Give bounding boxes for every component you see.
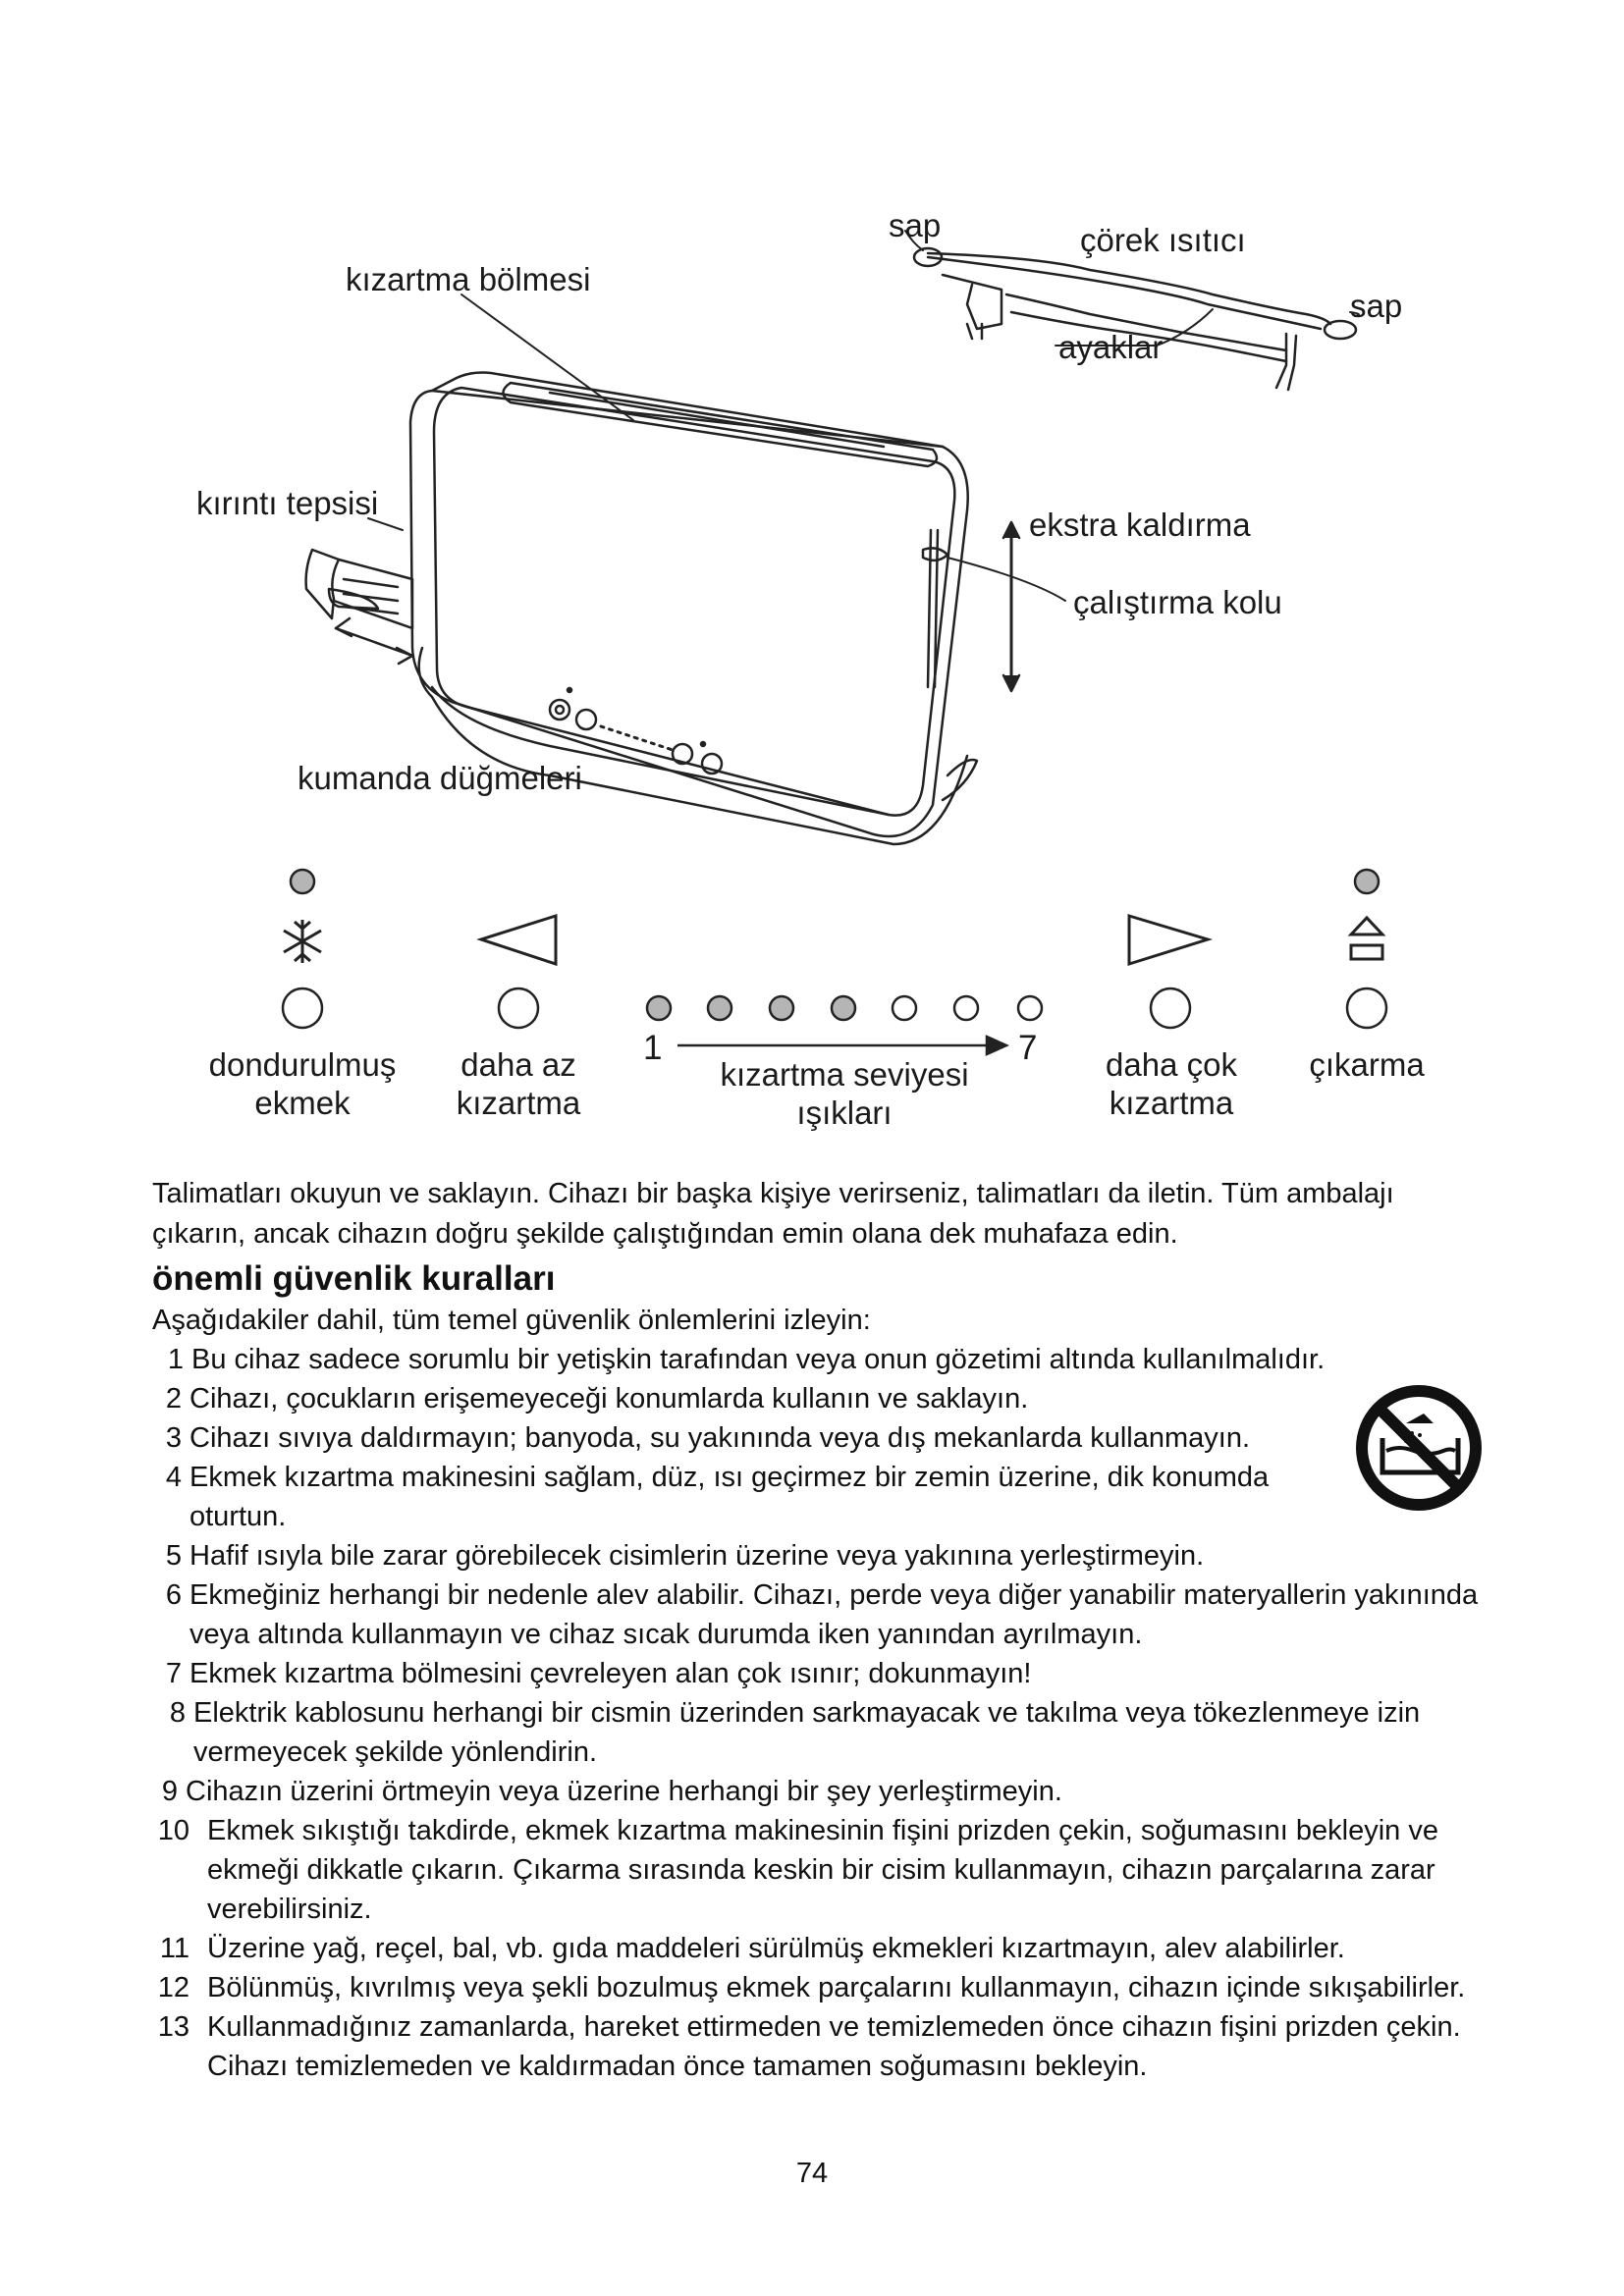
rule-number: 3 (165, 1422, 182, 1454)
eject-icon (1351, 918, 1382, 959)
rule-text: Kullanmadığınız zamanlarda, hareket ettirmeden ve temizlemeden önce cihazın fişini prizden çekin. Cihazı temizlemeden ve kaldırmadan önce tamamen soğumasını bekleyin. (207, 2011, 1461, 2082)
label-feet: ayaklar (1058, 329, 1164, 365)
less-arrow-icon (481, 916, 556, 964)
label-frozen-bread: dondurulmuş ekmek (208, 1046, 397, 1121)
snowflake-icon (284, 920, 321, 963)
rule-text: Cihazı, çocukların erişemeyeceği konumlarda kullanın ve saklayın. (189, 1383, 1029, 1415)
rule-text: Ekmek kızartma makinesini sağlam, düz, ısı geçirmez bir zemin üzerine, dik konumda oturtun. (189, 1462, 1270, 1532)
rule-number: 12 (157, 1972, 189, 2003)
safety-rules-list (152, 1340, 1488, 2086)
more-button (1151, 988, 1190, 1028)
intro-paragraph: Talimatları okuyun ve saklayın. Cihazı bir başka kişiye verirseniz, talimatları da iletin. Tüm ambalajı çıkarın, ancak cihazın doğru şekilde çalıştığından emin olana dek muhafaza edin. (152, 1178, 1394, 1250)
page-number: 74 (795, 2158, 829, 2189)
rule-number: 6 (165, 1579, 182, 1611)
frozen-button (283, 988, 322, 1028)
safety-rule (152, 1654, 1488, 1693)
rule-text: Ekmek kızartma bölmesini çevreleyen alan çok ısınır; dokunmayın! (189, 1658, 1032, 1689)
safety-rule (152, 1536, 1488, 1575)
rule-text: Hafif ısıyla bile zarar görebilecek cisimlerin üzerine veya yakınına yerleştirmeyin. (189, 1540, 1205, 1572)
label-crumb-tray: kırıntı tepsisi (196, 485, 379, 521)
rule-number: 5 (165, 1540, 182, 1572)
label-level-max: 7 (1018, 1029, 1038, 1067)
label-less-toast: daha az kızartma (456, 1046, 581, 1121)
rule-number: 4 (165, 1462, 182, 1493)
rule-text: Cihazı sıvıya daldırmayın; banyoda, su yakınında veya dış mekanlarda kullanmayın. (189, 1422, 1251, 1454)
rule-text: Ekmeğiniz herhangi bir nedenle alev alabilir. Cihazı, perde veya diğer yanabilir materyallerin yakınında veya altında kullanmayın ve cihaz sıcak durumda iken yanından ayrılmayın. (189, 1579, 1479, 1650)
safety-rule (152, 2007, 1488, 2086)
level-lights (647, 996, 1042, 1020)
rule-text: Bu cihaz sadece sorumlu bir yetişkin tarafından veya onun gözetimi altında kullanılmalıdır. (191, 1344, 1326, 1375)
safety-rule (152, 1575, 1488, 1654)
rule-number: 13 (157, 2011, 189, 2043)
safety-rule (152, 1929, 1488, 1968)
safety-lead: Aşağıdakiler dahil, tüm temel güvenlik önlemlerini izleyin: (152, 1305, 871, 1336)
rule-number: 10 (157, 1815, 189, 1846)
safety-rule (152, 1772, 1488, 1811)
label-control-buttons: kumanda düğmeleri (298, 760, 582, 796)
rule-text: Ekmek sıkıştığı takdirde, ekmek kızartma makinesinin fişini prizden çekin, soğumasını bekleyin ve ekmeği dikkatle çıkarın. Çıkarma sırasında keskin bir cisim kullanmayın, cihazın parçalarına zarar verebilirsiniz. (207, 1815, 1438, 1925)
label-level-lights: kızartma seviyesi ışıkları (720, 1056, 969, 1131)
safety-rule (152, 1458, 1488, 1536)
rule-text: Elektrik kablosunu herhangi bir cismin üzerinden sarkmayacak ve takılma veya tökezlenmeye izin vermeyecek şekilde yönlendirin. (193, 1697, 1421, 1768)
control-panel-legend (283, 870, 1386, 1054)
label-handle-left: sap (889, 207, 942, 243)
rule-number: 8 (169, 1697, 186, 1729)
eject-indicator-light (1355, 870, 1379, 893)
more-arrow-icon (1129, 916, 1208, 964)
label-toast-slot: kızartma bölmesi (346, 261, 591, 297)
label-more-toast: daha çok kızartma (1106, 1046, 1237, 1121)
rule-text: Bölünmüş, kıvrılmış veya şekli bozulmuş ekmek parçalarını kullanmayın, cihazın içinde sıkışabilirler. (207, 1972, 1466, 2003)
rule-number: 7 (165, 1658, 182, 1689)
safety-rule (152, 1693, 1488, 1772)
safety-rule (152, 1418, 1488, 1458)
safety-rule (152, 1968, 1488, 2007)
rule-text: Cihazın üzerini örtmeyin veya üzerine herhangi bir şey yerleştirmeyin. (186, 1776, 1062, 1807)
bun-warmer-illustration (914, 248, 1356, 390)
label-extra-lift: ekstra kaldırma (1029, 507, 1251, 543)
safety-rule (152, 1340, 1488, 1379)
safety-heading: önemli güvenlik kuralları (152, 1259, 556, 1298)
label-bun-warmer: çörek ısıtıcı (1080, 222, 1246, 258)
rule-number: 9 (161, 1776, 178, 1807)
eject-button (1347, 988, 1386, 1028)
safety-rule (152, 1379, 1488, 1418)
rule-text: Üzerine yağ, reçel, bal, vb. gıda maddeleri sürülmüş ekmekleri kızartmayın, alev alabilirler. (207, 1933, 1345, 1964)
safety-rule (152, 1811, 1488, 1929)
rule-number: 1 (167, 1344, 184, 1375)
label-handle-right: sap (1350, 288, 1403, 324)
less-button (499, 988, 538, 1028)
label-operating-lever: çalıştırma kolu (1073, 584, 1282, 620)
rule-number: 11 (159, 1933, 189, 1964)
frozen-indicator-light (291, 870, 314, 893)
label-level-min: 1 (643, 1029, 663, 1067)
label-eject: çıkarma (1309, 1046, 1425, 1083)
rule-number: 2 (165, 1383, 182, 1415)
